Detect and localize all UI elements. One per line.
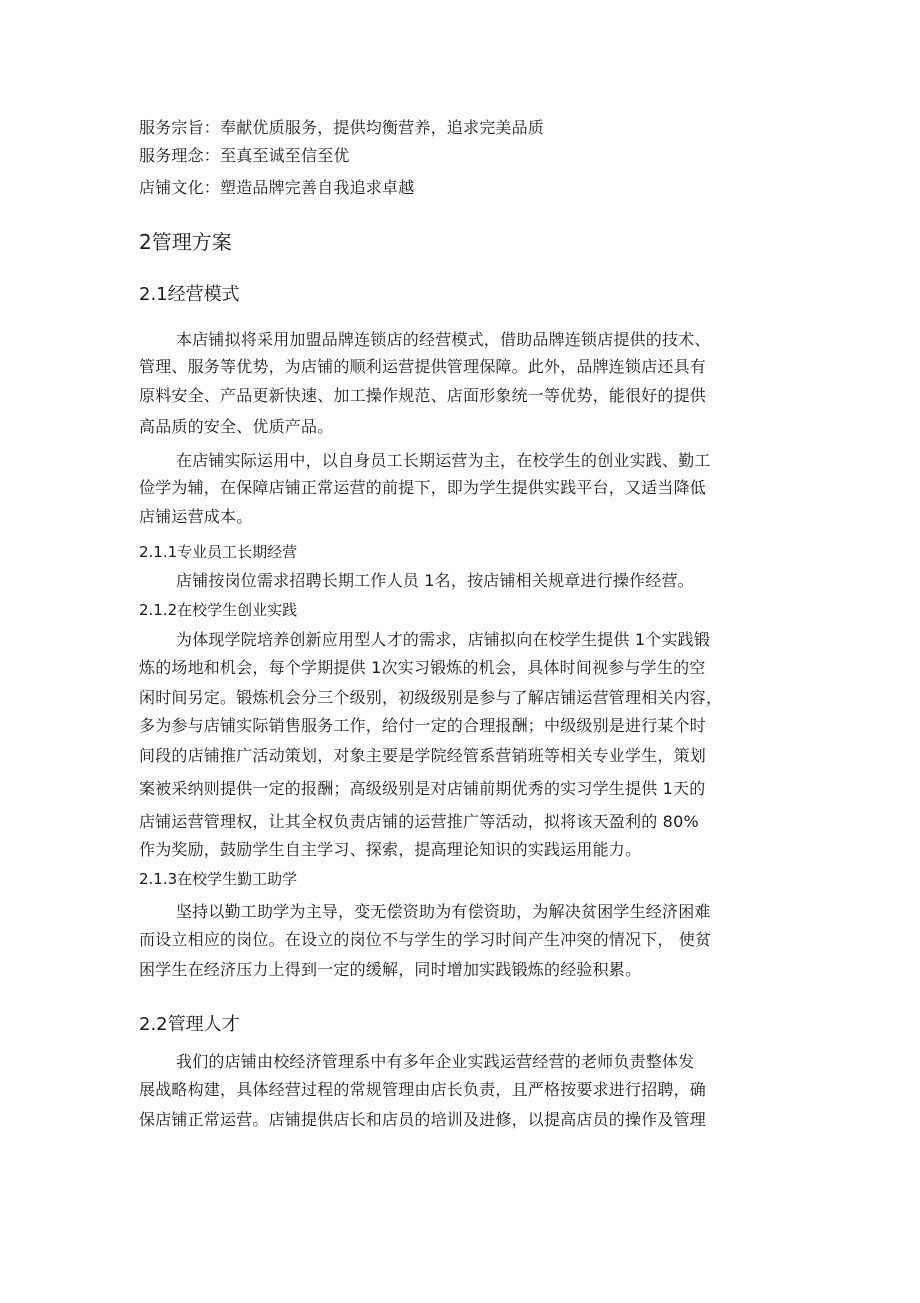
paragraph-line: 间段的店铺推广活动策划，对象主要是学院经管系营销班等相关专业学生，策划: [139, 746, 707, 765]
store-culture: 店铺文化：塑造品牌完善自我追求卓越: [139, 178, 415, 197]
paragraph-line: 展战略构建，具体经营过程的常规管理由店长负责，且严格按要求进行招聘，确: [139, 1080, 707, 1099]
paragraph-line: 为体现学院培养创新应用型人才的需求，店铺拟向在校学生提供 1个实践锻: [176, 630, 711, 649]
paragraph-line: 多为参与店铺实际销售服务工作，给付一定的合理报酬；中级级别是进行某个时: [139, 716, 707, 735]
paragraph-line: 管理、服务等优势，为店铺的顺利运营提供管理保障。此外，品牌连锁店还具有: [139, 357, 707, 376]
section-heading-2-1: 2.1经营模式: [139, 284, 240, 305]
service-purpose: 服务宗旨：奉献优质服务，提供均衡营养，追求完美品质: [139, 118, 545, 137]
paragraph-line: 我们的店铺由校经济管理系中有多年企业实践运营经营的老师负责整体发: [176, 1052, 695, 1071]
paragraph-line: 店铺运营管理权，让其全权负责店铺的运营推广等活动，拟将该天盈利的 80%: [139, 812, 699, 831]
paragraph-line: 闲时间另定。锻炼机会分三个级别，初级级别是参与了解店铺运营管理相关内容，: [139, 688, 723, 707]
paragraph-line: 俭学为辅，在保障店铺正常运营的前提下，即为学生提供实践平台，又适当降低: [139, 478, 707, 497]
section-heading-2-1-2: 2.1.2在校学生创业实践: [139, 601, 298, 619]
paragraph-line: 困学生在经济压力上得到一定的缓解，同时增加实践锻炼的经验积累。: [139, 960, 642, 979]
paragraph-line: 保店铺正常运营。店铺提供店长和店员的培训及进修，以提高店员的操作及管理: [139, 1110, 707, 1129]
paragraph-line: 本店铺拟将采用加盟品牌连锁店的经营模式，借助品牌连锁店提供的技术、: [176, 330, 711, 349]
paragraph-line: 原料安全、产品更新快速、加工操作规范、店面形象统一等优势，能很好的提供: [139, 386, 707, 405]
paragraph-line: 店铺运营成本。: [139, 507, 253, 526]
section-heading-2-1-3: 2.1.3在校学生勤工助学: [139, 870, 298, 888]
paragraph-line: 店铺按岗位需求招聘长期工作人员 1名，按店铺相关规章进行操作经营。: [176, 571, 694, 590]
section-heading-2: 2管理方案: [139, 230, 232, 254]
paragraph-line: 坚持以勤工助学为主导，变无偿资助为有偿资助，为解决贫困学生经济困难: [176, 902, 711, 921]
paragraph-line: 而设立相应的岗位。在设立的岗位不与学生的学习时间产生冲突的情况下， 使贫: [139, 930, 712, 949]
service-philosophy: 服务理念：至真至诚至信至优: [139, 146, 350, 165]
paragraph-line: 炼的场地和机会，每个学期提供 1次实习锻炼的机会，具体时间视参与学生的空: [139, 658, 706, 677]
paragraph-line: 高品质的安全、优质产品。: [139, 417, 334, 436]
paragraph-line: 作为奖励，鼓励学生自主学习、探索，提高理论知识的实践运用能力。: [139, 840, 642, 859]
paragraph-line: 在店铺实际运用中，以自身员工长期运营为主，在校学生的创业实践、勤工: [176, 451, 711, 470]
section-heading-2-2: 2.2管理人才: [139, 1014, 240, 1035]
paragraph-line: 案被采纳则提供一定的报酬；高级级别是对店铺前期优秀的实习学生提供 1天的: [139, 779, 706, 798]
section-heading-2-1-1: 2.1.1专业员工长期经营: [139, 543, 298, 561]
